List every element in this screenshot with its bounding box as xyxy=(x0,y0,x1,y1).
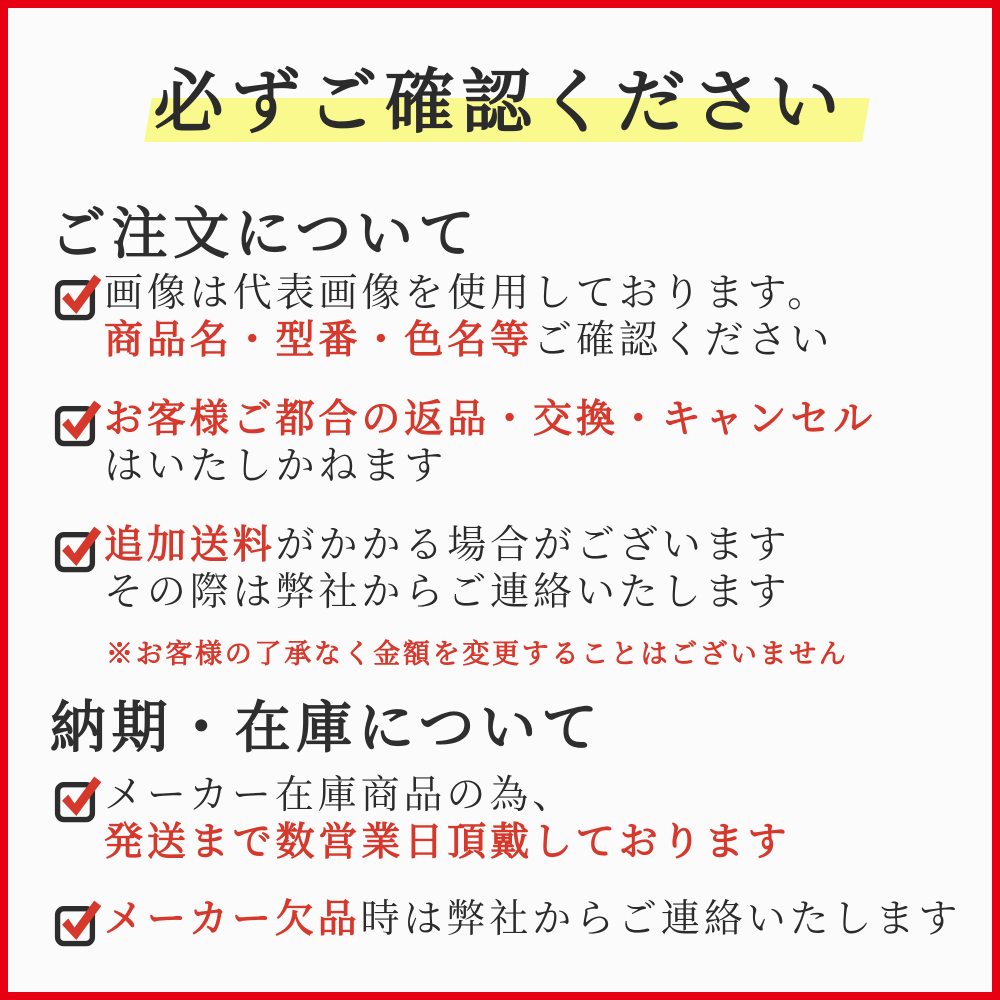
item-line xyxy=(104,522,790,569)
list-item xyxy=(54,522,790,616)
item-line xyxy=(104,443,876,490)
text-segment: メーカー在庫商品の為、 xyxy=(104,773,576,818)
text-segment: がかかる場合がございます xyxy=(275,523,791,568)
page-title: 必ずご確認ください xyxy=(153,60,847,143)
checked-checkbox-icon xyxy=(54,398,104,448)
text-segment-red: 発送まで数営業日頂戴しております xyxy=(104,819,791,865)
item-line xyxy=(104,270,833,317)
item-line xyxy=(104,396,876,443)
section-heading-order: ご注文について xyxy=(50,201,481,267)
checked-checkbox-icon xyxy=(54,898,104,948)
text-segment-red: 商品名・型番・色名等 xyxy=(104,317,534,363)
text-segment-red: 追加送料 xyxy=(104,522,276,568)
list-item xyxy=(54,896,961,948)
checked-checkbox-icon xyxy=(54,774,104,824)
text-segment: その際は弊社からご連絡いたします xyxy=(104,570,791,615)
text-segment-red: メーカー欠品 xyxy=(104,896,361,942)
item-line xyxy=(104,896,961,943)
item-line xyxy=(104,772,790,819)
list-item xyxy=(54,396,876,490)
item-line xyxy=(104,819,790,866)
checked-checkbox-icon xyxy=(54,272,104,322)
text-segment: ご確認ください xyxy=(533,318,834,363)
list-item xyxy=(54,772,790,866)
text-segment: 画像は代表画像を使用しております。 xyxy=(104,271,831,316)
item-line xyxy=(104,569,790,616)
text-segment: はいたしかねます xyxy=(104,444,448,489)
text-segment-red: お客様ご都合の返品・交換・キャンセル xyxy=(104,396,877,442)
list-item xyxy=(54,270,833,364)
section-heading-stock: 納期・在庫について xyxy=(50,695,604,761)
text-segment: 時は弊社からご連絡いたします xyxy=(360,897,962,942)
price-change-note: ※お客様の了承なく金額を変更することはございません xyxy=(106,639,849,670)
checked-checkbox-icon xyxy=(54,524,104,574)
item-line xyxy=(104,317,833,364)
